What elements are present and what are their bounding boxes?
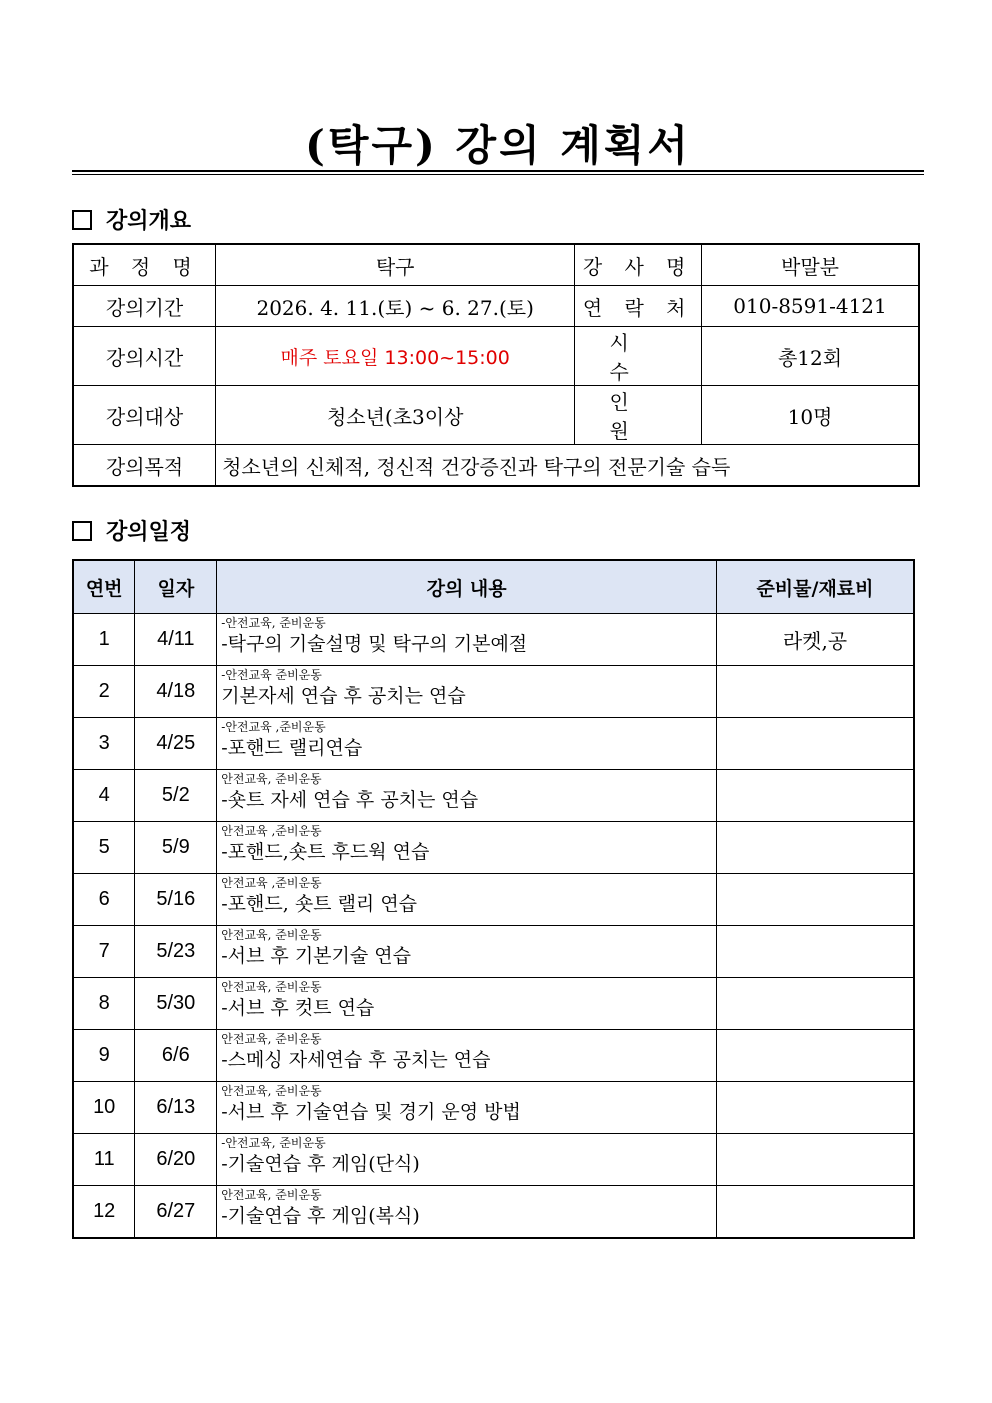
period-label: 강의기간 <box>73 286 216 327</box>
row-content-main: -기술연습 후 게임(단식) <box>221 1153 420 1175</box>
row-content <box>217 822 717 874</box>
target-value: 청소년(초3이상 <box>216 386 575 445</box>
row-number: 7 <box>73 926 135 978</box>
header-no: 연번 <box>73 560 135 614</box>
table-row <box>73 666 914 718</box>
row-date: 5/9 <box>135 822 217 874</box>
table-row <box>73 614 914 666</box>
schedule-table <box>72 559 915 1239</box>
row-content-sub: 안전교육, 준비운동 <box>221 1032 322 1046</box>
row-date: 5/23 <box>135 926 217 978</box>
row-materials <box>716 666 914 718</box>
row-materials <box>716 1030 914 1082</box>
row-number: 5 <box>73 822 135 874</box>
checkbox-square-icon <box>72 521 92 541</box>
header-content: 강의 내용 <box>217 560 717 614</box>
purpose-label: 강의목적 <box>73 445 216 487</box>
row-content-sub: -안전교육 ,준비운동 <box>221 720 326 734</box>
table-row <box>73 874 914 926</box>
row-content-main: -포핸드 랠리연습 <box>221 737 363 759</box>
row-materials <box>716 770 914 822</box>
row-materials <box>716 1082 914 1134</box>
row-content-main: -기술연습 후 게임(복식) <box>221 1205 420 1227</box>
row-number: 2 <box>73 666 135 718</box>
row-number: 9 <box>73 1030 135 1082</box>
section-label: 강의일정 <box>106 519 192 545</box>
row-content-sub: -안전교육, 준비운동 <box>221 616 326 630</box>
row-content <box>217 978 717 1030</box>
section-label: 강의개요 <box>106 208 192 234</box>
people-label: 인 원 <box>575 386 702 445</box>
row-date: 4/25 <box>135 718 217 770</box>
hours-label: 시 수 <box>575 327 702 386</box>
row-content-sub: 안전교육 ,준비운동 <box>221 876 322 890</box>
time-label: 강의시간 <box>73 327 216 386</box>
table-row <box>73 1186 914 1239</box>
row-content <box>217 614 717 666</box>
target-label: 강의대상 <box>73 386 216 445</box>
row-materials <box>716 978 914 1030</box>
row-number: 12 <box>73 1186 135 1239</box>
table-row <box>73 386 919 445</box>
overview-table <box>72 243 920 487</box>
row-date: 5/16 <box>135 874 217 926</box>
row-materials <box>716 926 914 978</box>
row-number: 4 <box>73 770 135 822</box>
row-number: 1 <box>73 614 135 666</box>
row-content <box>217 1082 717 1134</box>
row-date: 6/13 <box>135 1082 217 1134</box>
row-content-main: 기본자세 연습 후 공치는 연습 <box>221 685 466 707</box>
row-date: 6/27 <box>135 1186 217 1239</box>
row-content <box>217 1030 717 1082</box>
table-row <box>73 327 919 386</box>
row-materials <box>716 822 914 874</box>
row-date: 5/30 <box>135 978 217 1030</box>
row-date: 4/11 <box>135 614 217 666</box>
row-number: 11 <box>73 1134 135 1186</box>
row-content-sub: 안전교육, 준비운동 <box>221 980 322 994</box>
row-date: 6/6 <box>135 1030 217 1082</box>
instructor-value: 박말분 <box>702 244 919 286</box>
title-divider <box>72 170 924 175</box>
row-content-sub: 안전교육, 준비운동 <box>221 1188 322 1202</box>
row-materials <box>716 874 914 926</box>
table-row <box>73 718 914 770</box>
contact-label: 연 락 처 <box>575 286 702 327</box>
table-row <box>73 926 914 978</box>
row-content-main: -서브 후 기술연습 및 경기 운영 방법 <box>221 1101 521 1123</box>
row-content-sub: 안전교육, 준비운동 <box>221 772 322 786</box>
row-date: 6/20 <box>135 1134 217 1186</box>
row-content-sub: -안전교육 준비운동 <box>221 668 322 682</box>
row-number: 3 <box>73 718 135 770</box>
row-content-sub: -안전교육, 준비운동 <box>221 1136 326 1150</box>
row-content-main: -서브 후 기본기술 연습 <box>221 945 411 967</box>
table-header-row <box>73 560 914 614</box>
row-number: 10 <box>73 1082 135 1134</box>
period-value: 2026. 4. 11.(토) ~ 6. 27.(토) <box>216 286 575 327</box>
row-materials <box>716 1134 914 1186</box>
time-value: 매주 토요일 13:00~15:00 <box>216 327 575 386</box>
people-value: 10명 <box>702 386 919 445</box>
row-content <box>217 874 717 926</box>
table-row <box>73 1082 914 1134</box>
course-label: 과 정 명 <box>73 244 216 286</box>
table-row <box>73 1134 914 1186</box>
hours-value: 총12회 <box>702 327 919 386</box>
instructor-label: 강 사 명 <box>575 244 702 286</box>
row-content <box>217 718 717 770</box>
row-content <box>217 666 717 718</box>
row-number: 6 <box>73 874 135 926</box>
table-row <box>73 286 919 327</box>
row-content <box>217 1134 717 1186</box>
section-heading-schedule <box>72 515 191 546</box>
row-content-main: -서브 후 컷트 연습 <box>221 997 375 1019</box>
row-content-main: -숏트 자세 연습 후 공치는 연습 <box>221 789 479 811</box>
table-row <box>73 1030 914 1082</box>
contact-value: 010-8591-4121 <box>702 286 919 327</box>
row-content-main: -포핸드,숏트 후드웍 연습 <box>221 841 430 863</box>
page-title: (탁구) 강의 계획서 <box>305 121 691 170</box>
purpose-value: 청소년의 신체적, 정신적 건강증진과 탁구의 전문기술 습득 <box>216 445 919 487</box>
table-row <box>73 822 914 874</box>
row-materials <box>716 1186 914 1239</box>
table-row <box>73 244 919 286</box>
row-content-main: -스메싱 자세연습 후 공치는 연습 <box>221 1049 491 1071</box>
row-content-sub: 안전교육 ,준비운동 <box>221 824 322 838</box>
row-content-sub: 안전교육, 준비운동 <box>221 1084 322 1098</box>
row-date: 5/2 <box>135 770 217 822</box>
row-content <box>217 926 717 978</box>
row-content-main: -탁구의 기술설명 및 탁구의 기본예절 <box>221 633 528 655</box>
section-heading-overview <box>72 204 191 235</box>
table-row <box>73 770 914 822</box>
checkbox-square-icon <box>72 210 92 230</box>
table-row <box>73 445 919 487</box>
row-content <box>217 770 717 822</box>
row-materials: 라켓,공 <box>716 614 914 666</box>
header-materials: 준비물/재료비 <box>716 560 914 614</box>
table-row <box>73 978 914 1030</box>
row-content-main: -포핸드, 숏트 랠리 연습 <box>221 893 418 915</box>
row-content <box>217 1186 717 1239</box>
row-number: 8 <box>73 978 135 1030</box>
row-content-sub: 안전교육, 준비운동 <box>221 928 322 942</box>
row-materials <box>716 718 914 770</box>
row-date: 4/18 <box>135 666 217 718</box>
header-date: 일자 <box>135 560 217 614</box>
course-value: 탁구 <box>216 244 575 286</box>
